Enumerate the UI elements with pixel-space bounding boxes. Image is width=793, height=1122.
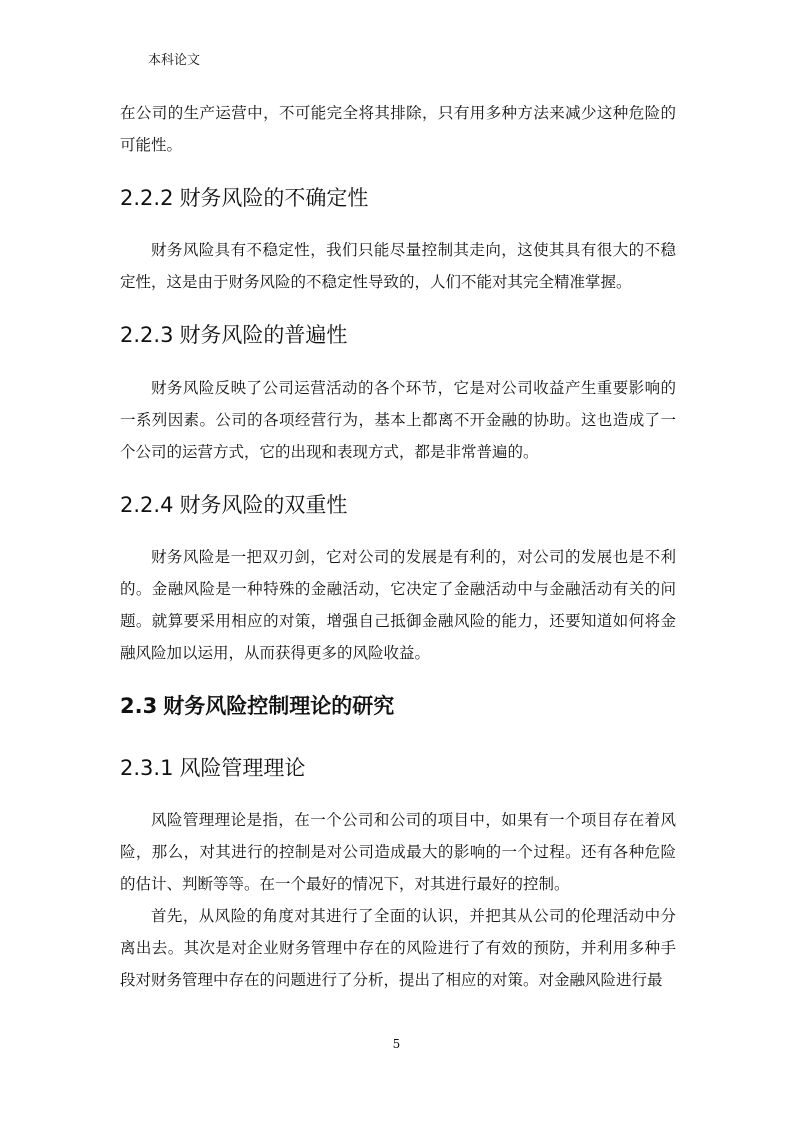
section-paragraph: 财务风险是一把双刃剑，它对公司的发展是有利的，对公司的发展也是不利的。金融风险是一种特殊的金融活动，它决定了金融活动中与金融活动有关的问题。就算要采用相应的对策，增强自己抵御金融风险的能力，还要知道如何将金融风险加以运用，从而获得更多的风险收益。 [120,548,676,662]
section-2-2-4-heading [120,491,676,519]
section-paragraph-1: 风险管理理论是指，在一个公司和公司的项目中，如果有一个项目存在着风险，那么，对其进行的控制是对公司造成最大的影响的一个过程。还有各种危险的估计、判断等等。在一个最好的情况下，对其进行最好的控制。 [120,811,676,893]
section-paragraph-2: 首先，从风险的角度对其进行了全面的认识，并把其从公司的伦理活动中分离出去。其次是对企业财务管理中存在的风险进行了有效的预防，并利用多种手段对财务管理中存在的问题进行了分析，提出了相应的对策。对金融风险进行最 [120,907,676,989]
page-header: 本科论文 [148,53,201,68]
intro-block [120,97,676,161]
section-paragraph: 财务风险具有不稳定性，我们只能尽量控制其走向，这使其具有很大的不稳定性，这是由于财务风险的不稳定性导致的，人们不能对其完全精准掌握。 [120,241,676,291]
section-title: 财务风险控制理论的研究 [163,694,395,718]
section-number: 2.2.2 [120,186,174,210]
section-number: 2.2.4 [120,493,174,517]
section-title: 风险管理理论 [179,756,306,780]
section-title: 财务风险的普遍性 [179,323,348,347]
section-number: 2.3 [120,694,158,718]
page-number: 5 [392,1037,401,1051]
section-title: 财务风险的不确定性 [179,186,369,210]
section-paragraph: 财务风险反映了公司运营活动的各个环节，它是对公司收益产生重要影响的一系列因素。公司的各项经营行为，基本上都离不开金融的协助。这也造成了一个公司的运营方式，它的出现和表现方式，都是非常普遍的。 [120,379,676,461]
section-number: 2.2.3 [120,323,174,347]
section-2-2-4-body [120,541,676,669]
section-2-2-2-body [120,234,676,298]
section-2-2-2-heading [120,184,676,212]
section-2-3-1-body [120,804,676,996]
section-2-2-3-body [120,372,676,468]
intro-paragraph: 在公司的生产运营中，不可能完全将其排除，只有用多种方法来减少这种危险的可能性。 [120,104,676,154]
section-2-3-1-heading [120,754,676,782]
section-2-3-heading [120,692,676,720]
section-number: 2.3.1 [120,756,174,780]
section-title: 财务风险的双重性 [179,493,348,517]
section-2-2-3-heading [120,321,676,349]
